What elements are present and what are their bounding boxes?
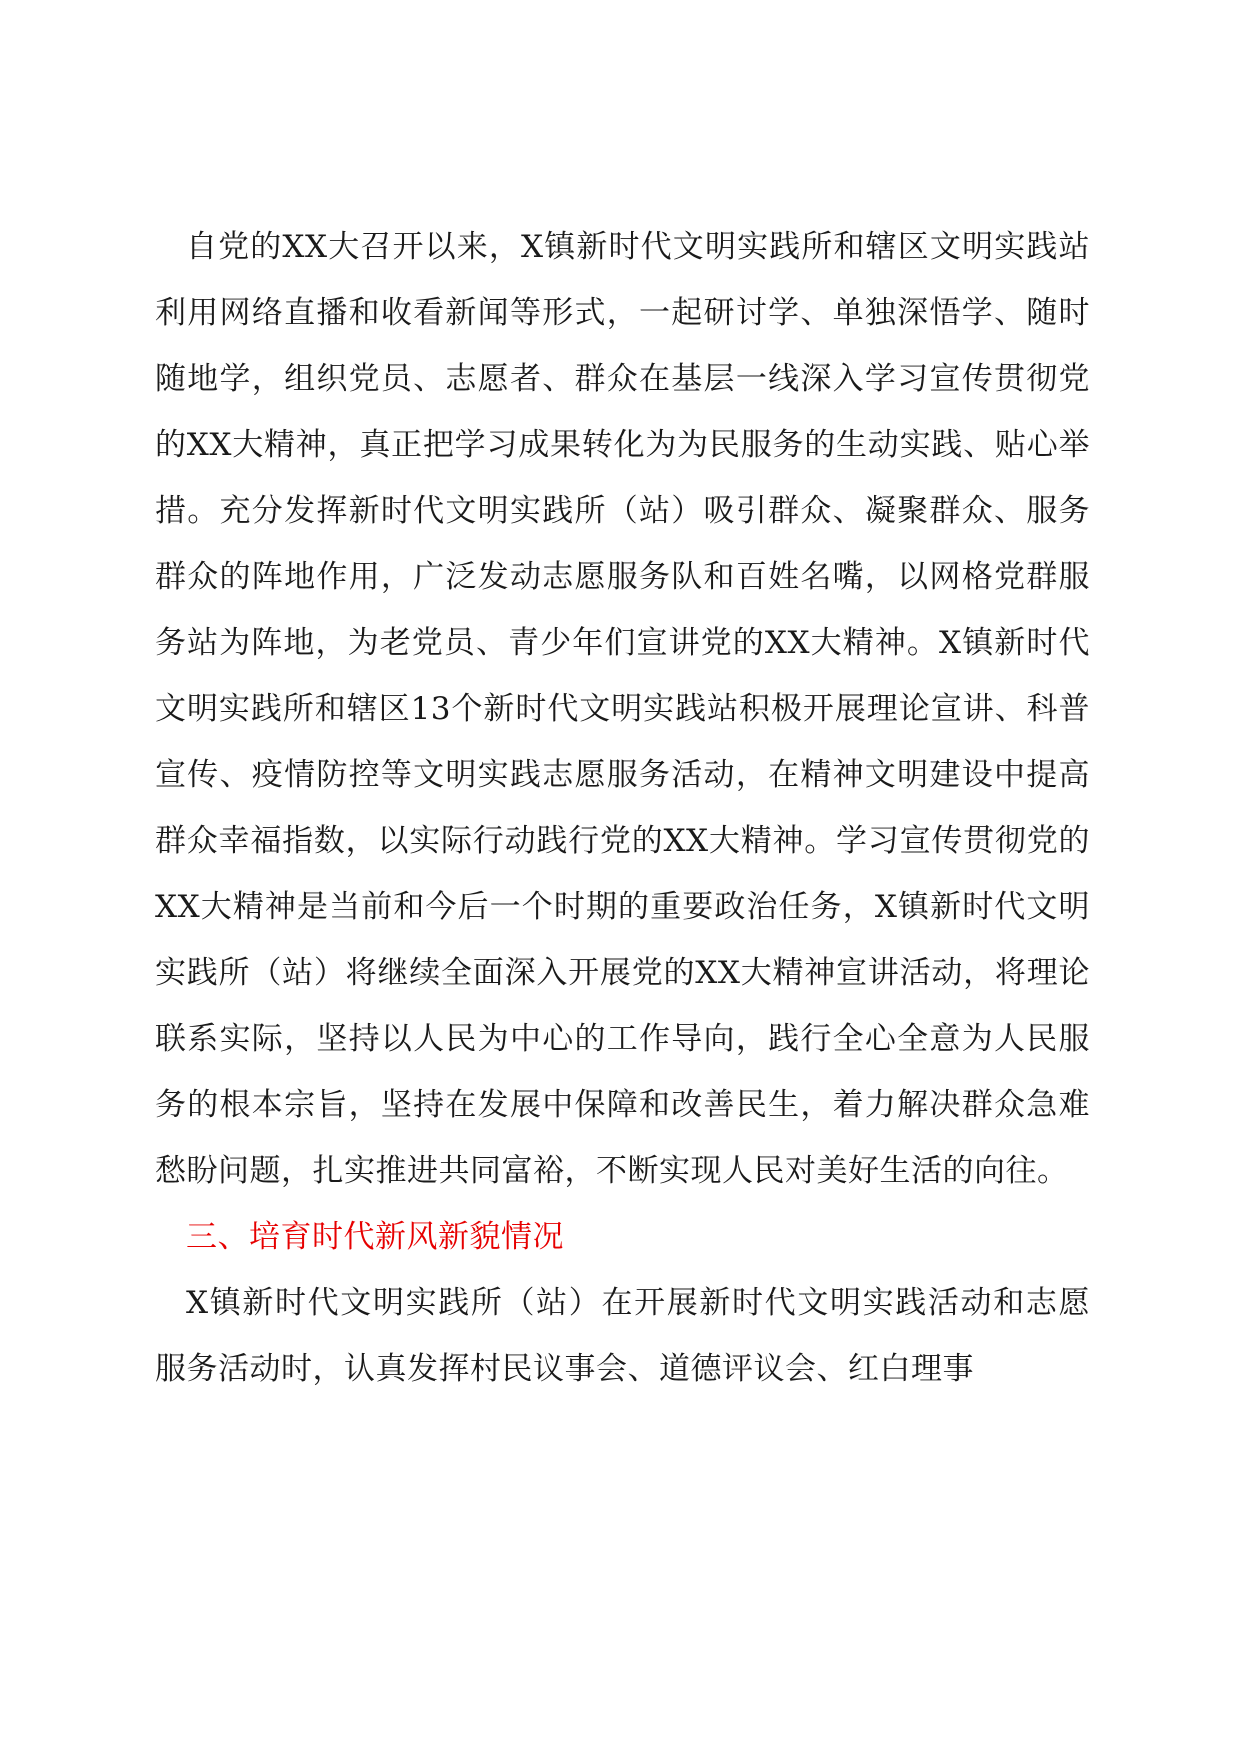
- body-paragraph-1: 自党的XX大召开以来，X镇新时代文明实践所和辖区文明实践站利用网络直播和收看新闻等形式，一起研讨学、单独深悟学、随时随地学，组织党员、志愿者、群众在基层一线深入学习宣传贯彻党的XX大精神，真正把学习成果转化为为民服务的生动实践、贴心举措。充分发挥新时代文明实践所（站）吸引群众、凝聚群众、服务群众的阵地作用，广泛发动志愿服务队和百姓名嘴，以网格党群服务站为阵地，为老党员、青少年们宣讲党的XX大精神。X镇新时代文明实践所和辖区13个新时代文明实践站积极开展理论宣讲、科普宣传、疫情防控等文明实践志愿服务活动，在精神文明建设中提高群众幸福指数，以实际行动践行党的XX大精神。学习宣传贯彻党的XX大精神是当前和今后一个时期的重要政治任务，X镇新时代文明实践所（站）将继续全面深入开展党的XX大精神宣讲活动，将理论联系实际，坚持以人民为中心的工作导向，践行全心全意为人民服务的根本宗旨，坚持在发展中保障和改善民生，着力解决群众急难愁盼问题，扎实推进共同富裕，不断实现人民对美好生活的向往。: [155, 229, 1090, 1189]
- document-body: [155, 214, 1090, 1402]
- section-heading: 三、培育时代新风新貌情况: [186, 1219, 564, 1255]
- body-paragraph-2: X镇新时代文明实践所（站）在开展新时代文明实践活动和志愿服务活动时，认真发挥村民议事会、道德评议会、红白理事: [155, 1285, 1090, 1387]
